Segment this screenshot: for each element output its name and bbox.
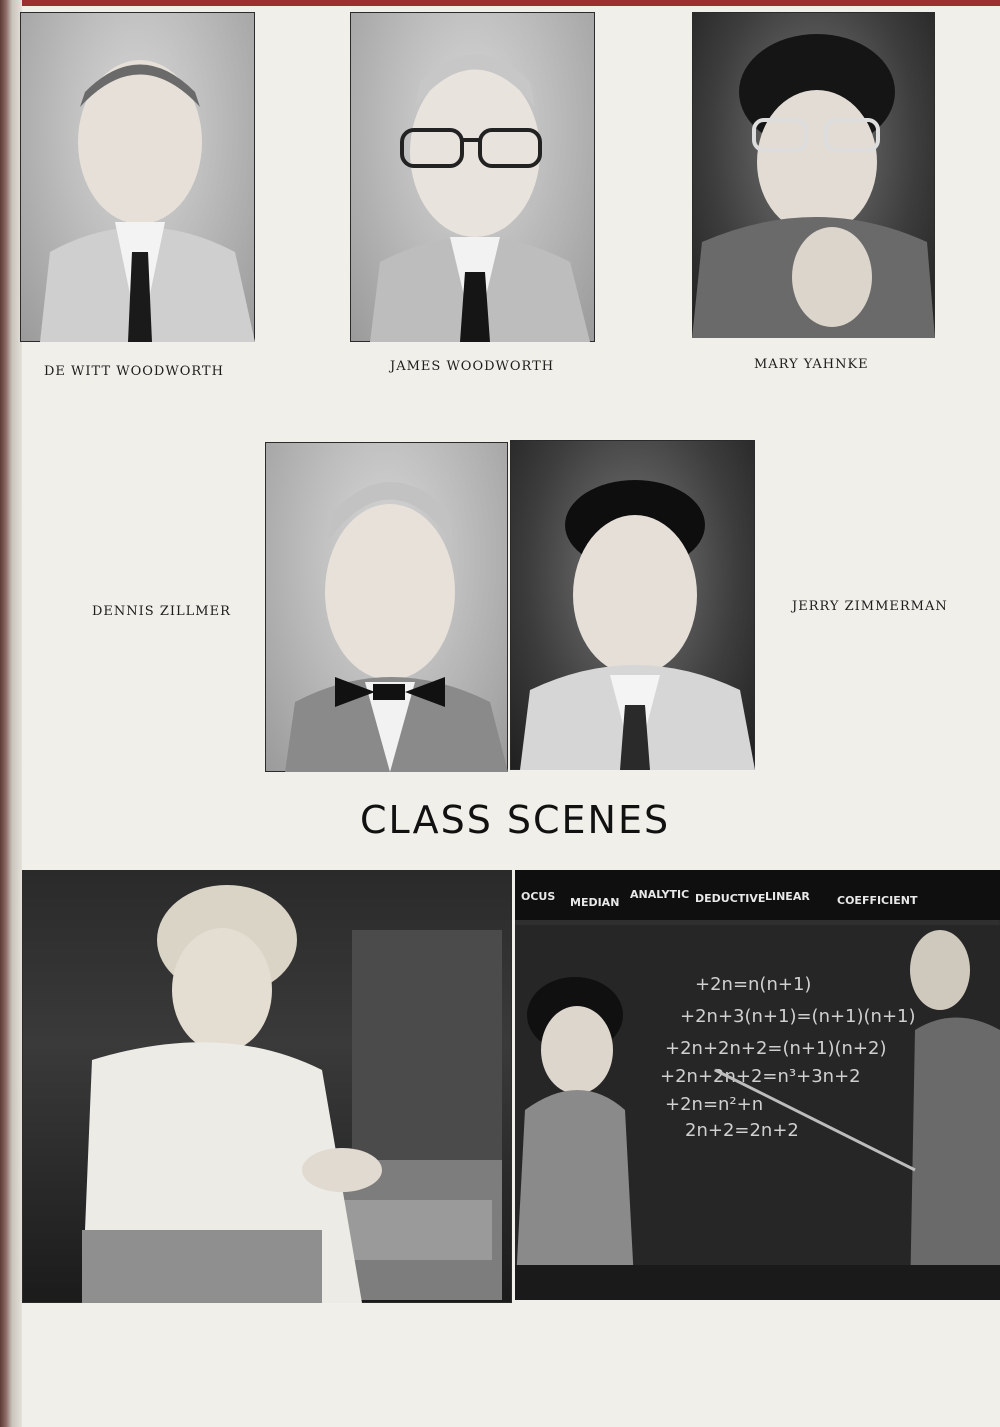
blackboard-line-1: +2n=n(n+1) xyxy=(695,974,812,995)
book-binding xyxy=(0,0,22,1427)
banner-word-3: ANALYTIC xyxy=(630,888,690,901)
blackboard-line-2: +2n+3(n+1)=(n+1)(n+1) xyxy=(680,1006,916,1027)
bottom-margin xyxy=(22,1305,1000,1427)
blackboard-line-6: 2n+2=2n+2 xyxy=(685,1120,799,1141)
banner-word-4: DEDUCTIVE xyxy=(695,892,766,905)
scene-photo-typing xyxy=(22,870,512,1303)
portrait-caption-4: DENNIS ZILLMER xyxy=(92,604,231,619)
blackboard-scene xyxy=(515,870,1000,1300)
blackboard-line-3: +2n+2n+2=(n+1)(n+2) xyxy=(665,1038,887,1059)
portrait-figure-4 xyxy=(265,442,508,772)
portrait-photo-4 xyxy=(265,442,508,772)
portrait-photo-1 xyxy=(20,12,255,342)
banner-word-5: LINEAR xyxy=(765,890,810,903)
scene-photo-blackboard xyxy=(515,870,1000,1300)
portrait-figure-5 xyxy=(510,440,755,770)
banner-word-1: OCUS xyxy=(521,890,556,903)
page-top-edge xyxy=(0,0,1000,6)
portrait-figure-3 xyxy=(692,12,935,338)
portrait-caption-1: DE WITT WOODWORTH xyxy=(44,364,224,379)
portrait-caption-3: MARY YAHNKE xyxy=(754,357,869,372)
portrait-caption-2: JAMES WOODWORTH xyxy=(390,359,555,374)
portrait-photo-5 xyxy=(510,440,755,770)
banner-word-2: MEDIAN xyxy=(570,896,620,909)
banner-word-6: COEFFICIENT xyxy=(837,894,918,907)
portrait-figure-1 xyxy=(20,12,255,342)
portrait-figure-2 xyxy=(350,12,595,342)
typing-scene xyxy=(22,870,512,1303)
portrait-caption-5: JERRY ZIMMERMAN xyxy=(792,599,948,614)
blackboard-line-5: +2n=n²+n xyxy=(665,1094,764,1115)
blackboard-line-4: +2n+2n+2=n³+3n+2 xyxy=(660,1066,861,1087)
section-title: CLASS SCENES xyxy=(360,798,671,842)
portrait-photo-2 xyxy=(350,12,595,342)
portrait-photo-3 xyxy=(692,12,935,338)
